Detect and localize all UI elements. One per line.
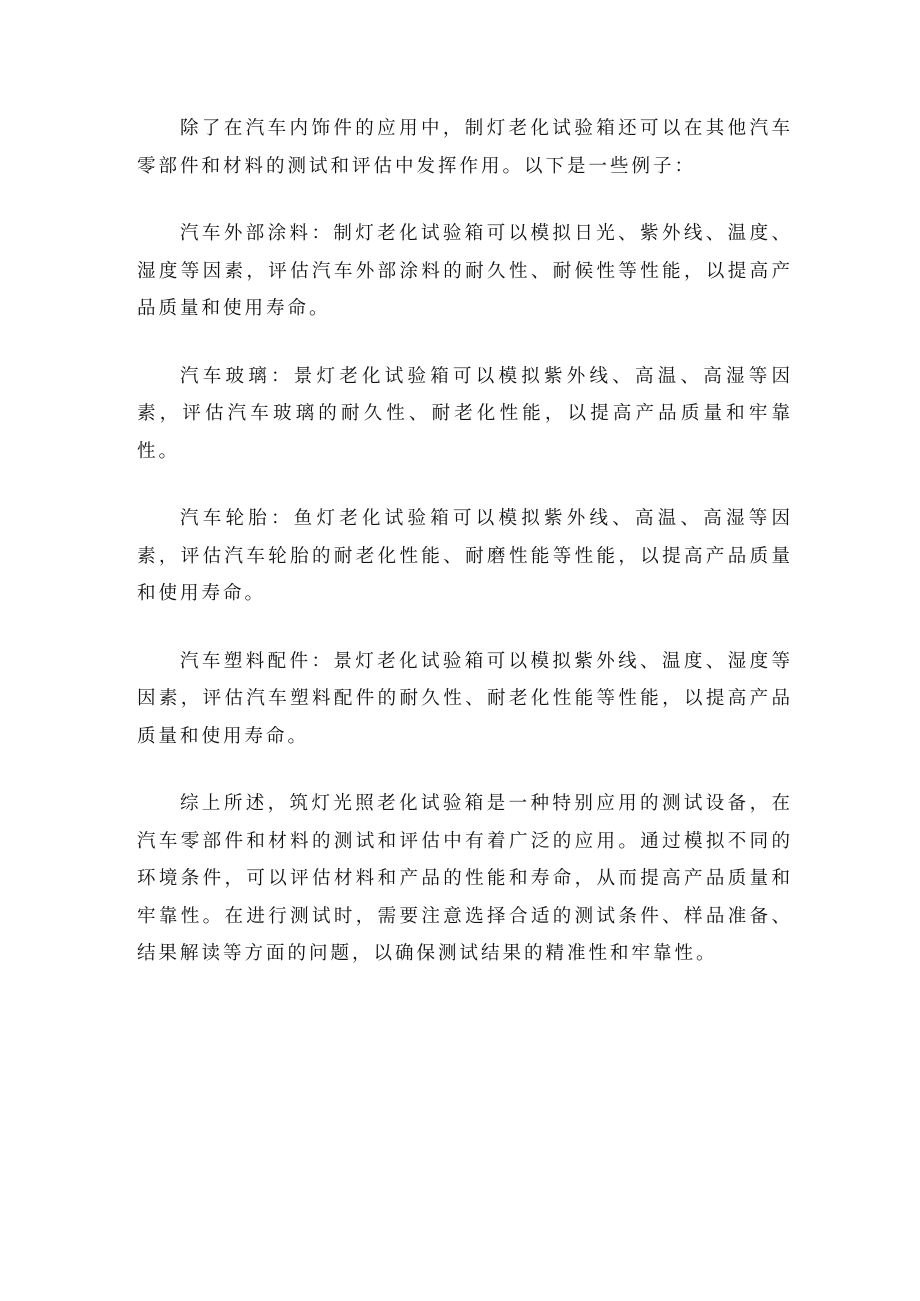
- paragraph-plastic-parts: 汽车塑料配件：景灯老化试验箱可以模拟紫外线、温度、湿度等因素，评估汽车塑料配件的耐久性、耐老化性能等性能，以提高产品质量和使用寿命。: [137, 650, 793, 747]
- paragraph-intro: 除了在汽车内饰件的应用中，制灯老化试验箱还可以在其他汽车零部件和材料的测试和评估中发挥作用。以下是一些例子：: [137, 118, 793, 177]
- paragraph-exterior-coating: 汽车外部涂料：制灯老化试验箱可以模拟日光、紫外线、温度、湿度等因素，评估汽车外部涂料的耐久性、耐候性等性能，以提高产品质量和使用寿命。: [137, 223, 793, 319]
- paragraph-summary: 综上所述，筑灯光照老化试验箱是一种特别应用的测试设备，在汽车零部件和材料的测试和评估中有着广泛的应用。通过模拟不同的环境条件，可以评估材料和产品的性能和寿命，从而提高产品质量和牢靠性。在进行测试时，需要注意选择合适的测试条件、样品准备、结果解读等方面的问题，以确保测试结果的精准性和牢靠性。: [137, 793, 793, 964]
- paragraph-glass: 汽车玻璃：景灯老化试验箱可以模拟紫外线、高温、高湿等因素，评估汽车玻璃的耐久性、耐老化性能，以提高产品质量和牢靠性。: [137, 365, 793, 462]
- document-body: [137, 110, 793, 973]
- paragraph-tire: 汽车轮胎：鱼灯老化试验箱可以模拟紫外线、高温、高湿等因素，评估汽车轮胎的耐老化性能、耐磨性能等性能，以提高产品质量和使用寿命。: [137, 508, 793, 604]
